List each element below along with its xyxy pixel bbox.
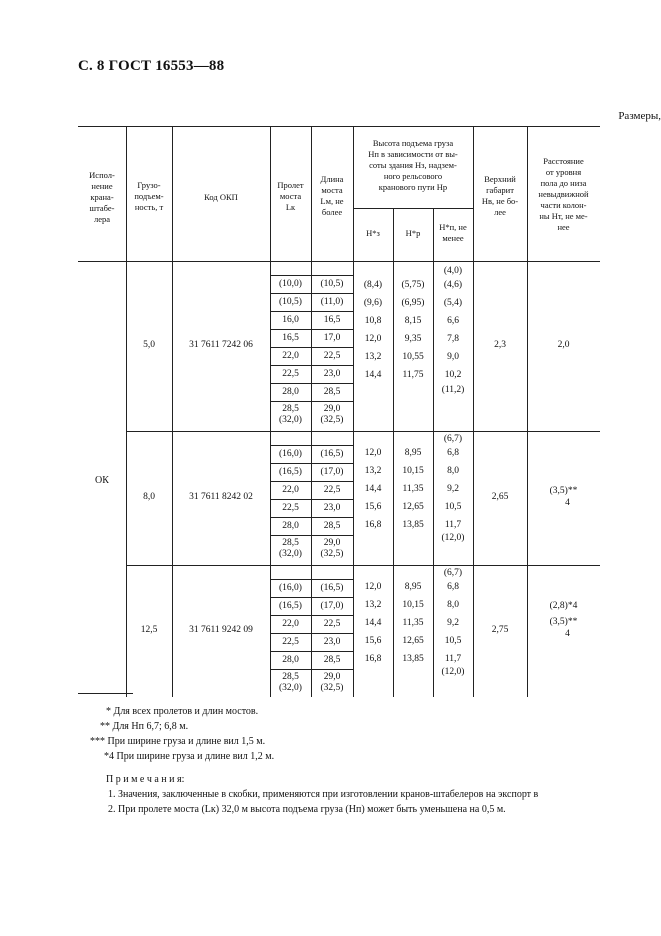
hz-value: 12,0: [364, 582, 382, 592]
hp-value: 8,0: [447, 466, 459, 476]
capacity-value: 8,0: [143, 492, 155, 502]
span-value: 22,5: [282, 503, 299, 513]
hp-value: 9,0: [447, 352, 459, 362]
hr-value: 11,75: [402, 370, 424, 380]
hz-value: 14,4: [364, 618, 382, 628]
hz-value: 10,8: [364, 316, 382, 326]
units-label: Размеры,: [618, 110, 661, 122]
hp-value: (12,0): [441, 667, 465, 677]
span-value: (32,0): [279, 683, 302, 693]
span-value: 28,0: [282, 387, 299, 397]
length-value: (32,5): [320, 415, 344, 425]
hr-value: 12,65: [402, 636, 424, 646]
span-value: 28,5: [282, 404, 299, 414]
capacity-value: 5,0: [143, 340, 155, 350]
hz-value: 16,8: [364, 654, 382, 664]
notes-title: П р и м е ч а н и я:: [106, 774, 185, 785]
hr-value: 10,55: [402, 352, 424, 362]
hr-value: 10,15: [402, 466, 424, 476]
hp-value: (6,7): [443, 568, 463, 578]
hz-value: (9,6): [363, 298, 383, 308]
hr-value: 9,35: [404, 334, 422, 344]
distance-value-3: 4: [565, 629, 570, 639]
okp-code: 31 7611 9242 09: [189, 625, 253, 635]
capacity-value: 12,5: [140, 625, 158, 635]
span-value: 28,5: [282, 538, 299, 548]
span-row-divider: [270, 347, 353, 348]
header-bridge-length-line: моста: [321, 185, 343, 195]
hp-value: (11,2): [441, 385, 465, 395]
length-value: (10,5): [320, 279, 344, 289]
hp-value: 6,8: [447, 448, 459, 458]
hz-value: 15,6: [364, 636, 382, 646]
hp-value: 10,5: [444, 502, 462, 512]
header-distance-line: Расстояние: [543, 156, 584, 166]
length-value: 22,5: [323, 619, 341, 629]
hr-value: 13,85: [402, 654, 424, 664]
header-upper-gauge-line: габарит: [486, 185, 514, 195]
hr-value: 10,15: [402, 600, 424, 610]
upper-gauge-value: 2,3: [494, 340, 506, 350]
length-value: (16,5): [320, 583, 344, 593]
header-hp-line: H*п, не: [439, 222, 467, 232]
span-row-divider: [270, 463, 353, 464]
span-value: 16,0: [282, 315, 299, 325]
header-bridge-length-line: более: [321, 207, 343, 217]
span-row-divider: [270, 481, 353, 482]
hr-value: 13,85: [402, 520, 424, 530]
span-row-divider: [270, 365, 353, 366]
span-row-divider: [270, 633, 353, 634]
distance-value: (2,8)*4: [549, 601, 578, 611]
header-lift-height-line: Высота подъема груза: [372, 138, 454, 148]
span-row-divider: [270, 517, 353, 518]
distance-value: (3,5)**: [549, 486, 578, 496]
header-distance-line: пола до низа: [540, 178, 587, 188]
span-row-divider: [270, 401, 353, 402]
column-divider: [311, 126, 312, 697]
span-row-divider: [270, 383, 353, 384]
header-lift-height-line: ного рельсового: [383, 171, 443, 181]
header-capacity-line: ность, т: [134, 202, 164, 212]
span-value: 28,0: [282, 655, 299, 665]
length-value: 29,0: [323, 538, 341, 548]
hp-value: (5,4): [443, 298, 463, 308]
span-row-divider: [270, 579, 353, 580]
length-value: 28,5: [323, 387, 341, 397]
span-value: (32,0): [279, 415, 302, 425]
column-divider: [433, 208, 434, 697]
span-row-divider: [270, 311, 353, 312]
hz-value: 14,4: [364, 484, 382, 494]
hr-value: 11,35: [402, 484, 424, 494]
footnote-2: ** Для Hп 6,7; 6,8 м.: [100, 721, 189, 732]
hp-value: (12,0): [441, 533, 465, 543]
header-execution-line: нение: [91, 181, 113, 191]
header-capacity-line: подъем-: [134, 191, 164, 201]
length-value: 28,5: [323, 655, 341, 665]
page-header: С. 8 ГОСТ 16553—88: [78, 58, 225, 74]
length-value: (17,0): [320, 467, 344, 477]
hr-value: 12,65: [402, 502, 424, 512]
length-value: 22,5: [323, 485, 341, 495]
header-distance-line: нее: [557, 222, 570, 232]
hr-value: 11,35: [402, 618, 424, 628]
header-distance-line: от уровня: [545, 167, 582, 177]
span-value: 28,5: [282, 672, 299, 682]
header-hr-line: H*р: [405, 228, 421, 238]
okp-code: 31 7611 7242 06: [189, 340, 253, 350]
hr-value: (6,95): [401, 298, 425, 308]
column-divider: [353, 126, 354, 697]
header-execution-line: Испол-: [89, 170, 115, 180]
header-span-line: Пролет: [277, 180, 304, 190]
hr-value: 8,95: [404, 582, 422, 592]
header-execution-line: штабе-: [89, 203, 115, 213]
hp-value: 10,2: [444, 370, 462, 380]
hz-value: 13,2: [364, 600, 382, 610]
hz-value: 16,8: [364, 520, 382, 530]
hz-value: (8,4): [363, 280, 383, 290]
header-lift-height-line: соты здания Hз, надзем-: [369, 160, 457, 170]
hz-value: 14,4: [364, 370, 382, 380]
header-span-line: моста: [279, 191, 302, 201]
span-value: 28,0: [282, 521, 299, 531]
length-value: (11,0): [320, 297, 344, 307]
hz-value: 12,0: [364, 448, 382, 458]
upper-gauge-value: 2,65: [491, 492, 509, 502]
hp-value: 6,6: [447, 316, 459, 326]
column-divider: [172, 126, 173, 697]
note-2: 2. При пролете моста (Lк) 32,0 м высота подъема груза (Hп) может быть уменьшена на 0,5 м.: [108, 804, 506, 815]
span-value: 22,5: [282, 637, 299, 647]
length-value: 23,0: [323, 503, 341, 513]
header-distance-line: ны Hт, не ме-: [539, 211, 588, 221]
header-distance-line: невыдвижной: [538, 189, 589, 199]
hp-value: (6,7): [443, 434, 463, 444]
span-value: 22,0: [282, 351, 299, 361]
distance-value-2: (3,5)**: [549, 617, 578, 627]
length-value: 29,0: [323, 672, 341, 682]
column-divider: [473, 126, 474, 697]
span-row-divider: [270, 535, 353, 536]
column-divider: [527, 126, 528, 697]
header-bottom-border: [78, 261, 600, 262]
upper-gauge-value: 2,75: [491, 625, 509, 635]
span-value: (16,0): [279, 583, 302, 593]
span-value: (16,5): [279, 601, 302, 611]
header-bridge-length-line: Длина: [320, 174, 344, 184]
header-upper-gauge-line: лее: [494, 207, 506, 217]
footnote-divider: [78, 693, 133, 694]
hz-value: 13,2: [364, 352, 382, 362]
length-value: 16,5: [323, 315, 341, 325]
length-value: 28,5: [323, 521, 341, 531]
span-row-divider: [270, 445, 353, 446]
length-value: (32,5): [320, 683, 344, 693]
span-value: (16,5): [279, 467, 302, 477]
hr-value: (5,75): [401, 280, 425, 290]
hp-value: 9,2: [447, 618, 459, 628]
header-hp-line: менее: [442, 233, 464, 243]
hr-value: 8,95: [404, 448, 422, 458]
span-value: 16,5: [282, 333, 299, 343]
span-value: (10,5): [279, 297, 302, 307]
group-separator: [126, 431, 600, 432]
execution-value: ОК: [95, 475, 109, 486]
hp-value: 9,2: [447, 484, 459, 494]
header-lift-height-line: Hп в зависимости от вы-: [368, 149, 458, 159]
span-value: (16,0): [279, 449, 302, 459]
span-value: 22,0: [282, 619, 299, 629]
length-value: 29,0: [323, 404, 341, 414]
hp-value: 11,7: [444, 654, 462, 664]
header-execution-line: крана-: [90, 192, 114, 202]
header-okp-line: Код ОКП: [204, 192, 238, 202]
hr-value: 8,15: [404, 316, 422, 326]
footnote-4: *4 При ширине груза и длине вил 1,2 м.: [104, 751, 275, 762]
distance-value-2: 4: [565, 498, 570, 508]
hp-value: 6,8: [447, 582, 459, 592]
column-divider: [393, 208, 394, 697]
distance-value: 2,0: [557, 340, 570, 350]
hz-value: 12,0: [364, 334, 382, 344]
span-row-divider: [270, 275, 353, 276]
span-value: (32,0): [279, 549, 302, 559]
hp-value: (4,0): [443, 266, 463, 276]
table-top-border: [78, 126, 600, 127]
length-value: 23,0: [323, 637, 341, 647]
column-divider: [126, 126, 127, 697]
header-upper-gauge-line: Hв, не бо-: [481, 196, 519, 206]
length-value: 23,0: [323, 369, 341, 379]
hz-value: 15,6: [364, 502, 382, 512]
header-span-line: Lк: [285, 202, 296, 212]
header-lift-height-line: кранового пути Hр: [378, 182, 448, 192]
span-row-divider: [270, 651, 353, 652]
span-row-divider: [270, 669, 353, 670]
group-separator: [126, 565, 600, 566]
length-value: 22,5: [323, 351, 341, 361]
span-value: 22,0: [282, 485, 299, 495]
column-divider: [270, 126, 271, 697]
length-value: (32,5): [320, 549, 344, 559]
header-capacity-line: Грузо-: [137, 180, 161, 190]
span-row-divider: [270, 329, 353, 330]
length-value: (17,0): [320, 601, 344, 611]
length-value: 17,0: [323, 333, 341, 343]
header-hz-line: H*з: [366, 228, 380, 238]
span-row-divider: [270, 615, 353, 616]
hz-value: 13,2: [364, 466, 382, 476]
height-group-divider: [353, 208, 473, 209]
footnote-3: *** При ширине груза и длине вил 1,5 м.: [90, 736, 266, 747]
hp-value: 10,5: [444, 636, 462, 646]
header-execution-line: лера: [93, 214, 111, 224]
hp-value: 7,8: [447, 334, 459, 344]
header-bridge-length-line: Lм, не: [320, 196, 344, 206]
span-row-divider: [270, 597, 353, 598]
span-value: 22,5: [282, 369, 299, 379]
hp-value: (4,6): [443, 280, 463, 290]
hp-value: 8,0: [447, 600, 459, 610]
header-upper-gauge-line: Верхний: [484, 174, 516, 184]
note-1: 1. Значения, заключенные в скобки, применяются при изготовлении кранов-штабелеров на экспорт в: [108, 789, 539, 800]
okp-code: 31 7611 8242 02: [189, 492, 253, 502]
header-distance-line: части колон-: [540, 200, 587, 210]
length-value: (16,5): [320, 449, 344, 459]
footnote-1: * Для всех пролетов и длин мостов.: [106, 706, 259, 717]
span-row-divider: [270, 499, 353, 500]
span-value: (10,0): [279, 279, 302, 289]
hp-value: 11,7: [444, 520, 462, 530]
span-row-divider: [270, 293, 353, 294]
